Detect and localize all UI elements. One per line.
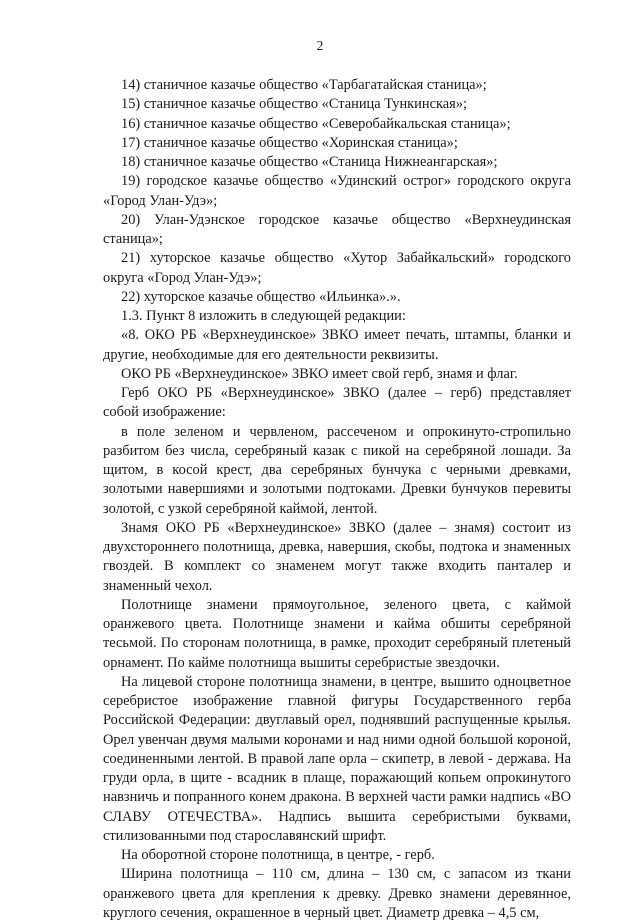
paragraph-banner-dimensions: Ширина полотнища – 110 см, длина – 130 см, с запасом из ткани оранжевого цвета для крепления к древку. Древко знамени деревянное, круглого сечения, окрашенное в черный цвет. Диаметр древка – 4,5 см, <box>103 866 571 921</box>
page-number: 2 <box>316 38 324 53</box>
list-item-16: 16) станичное казачье общество «Северобайкальская станица»; <box>121 115 511 132</box>
list-item-19: 19) городское казачье общество «Удинский острог» городского округа «Город Улан-Удэ»; <box>103 173 571 209</box>
document-body <box>103 76 571 923</box>
paragraph-coat-of-arms-intro: Герб ОКО РБ «Верхнеудинское» ЗВКО (далее – герб) представляет собой изображение: <box>103 385 571 421</box>
paragraph-banner-front-side: На лицевой стороне полотнища знамени, в центре, вышито одноцветное серебристое изображение главной фигуры Государственного герба Российской Федерации: двуглавый орел, поднявший распущенные крылья. Орел увенчан двумя малыми коронами и над ними одной большой короной, соединенными лентой. В правой лапе орла – скипетр, в левой - держава. На груди орла, в щите - всадник в плаще, поражающий копьем опрокинутого навзничь и попранного конем дракона. В верхней части рамки надпись «ВО СЛАВУ ОТЕЧЕСТВА». Надпись вышита серебристыми буквами, стилизованными под старославянский шрифт. <box>103 673 571 844</box>
list-item-14: 14) станичное казачье общество «Тарбагатайская станица»; <box>121 77 487 93</box>
list-item-15: 15) станичное казачье общество «Станица Тункинская»; <box>121 96 467 113</box>
list-item-17: 17) станичное казачье общество «Хоринская станица»; <box>121 134 458 151</box>
list-item-22: 22) хуторское казачье общество «Ильинка».». <box>121 288 401 305</box>
list-item-18: 18) станичное казачье общество «Станица Нижнеангарская»; <box>121 154 498 170</box>
paragraph-banner-cloth: Полотнище знамени прямоугольное, зеленого цвета, с каймой оранжевого цвета. Полотнище знамени и кайма обшиты серебряной тесьмой. По сторонам полотнища, в рамке, проходит серебряный плетеный орнамент. По кайме полотнища вышиты серебристые звездочки. <box>103 596 571 671</box>
paragraph-banner-back-side: На оборотной стороне полотнища, в центре, - герб. <box>121 847 435 863</box>
paragraph-coat-of-arms-description: в поле зеленом и червленом, рассеченом и опрокинуто-стропильно разбитом без числа, серебряный казак с пикой на серебряной лошади. За щитом, в косой крест, два серебряных бунчука с черными древками, золотыми навершиями и золотыми подтоками. Древки бунчуков перевиты золотой, с узкой серебряной каймой, лентой. <box>103 423 571 517</box>
paragraph-item-8: «8. ОКО РБ «Верхнеудинское» ЗВКО имеет печать, штампы, бланки и другие, необходимые для его деятельности реквизиты. <box>103 327 571 363</box>
list-item-20: 20) Улан-Удэнское городское казачье общество «Верхнеудинская станица»; <box>103 211 571 247</box>
clause-1-3: 1.3. Пункт 8 изложить в следующей редакции: <box>121 308 406 324</box>
list-item-21: 21) хуторское казачье общество «Хутор Забайкальский» городского округа «Город Улан-Удэ»; <box>103 250 571 286</box>
paragraph-symbols: ОКО РБ «Верхнеудинское» ЗВКО имеет свой герб, знамя и флаг. <box>121 365 518 382</box>
paragraph-banner-composition: Знамя ОКО РБ «Верхнеудинское» ЗВКО (далее – знамя) состоит из двухстороннего полотнища, древка, навершия, скобы, подтока и знаменных гвоздей. В комплект со знаменем могут также входить панталер и знаменный чехол. <box>103 519 571 594</box>
